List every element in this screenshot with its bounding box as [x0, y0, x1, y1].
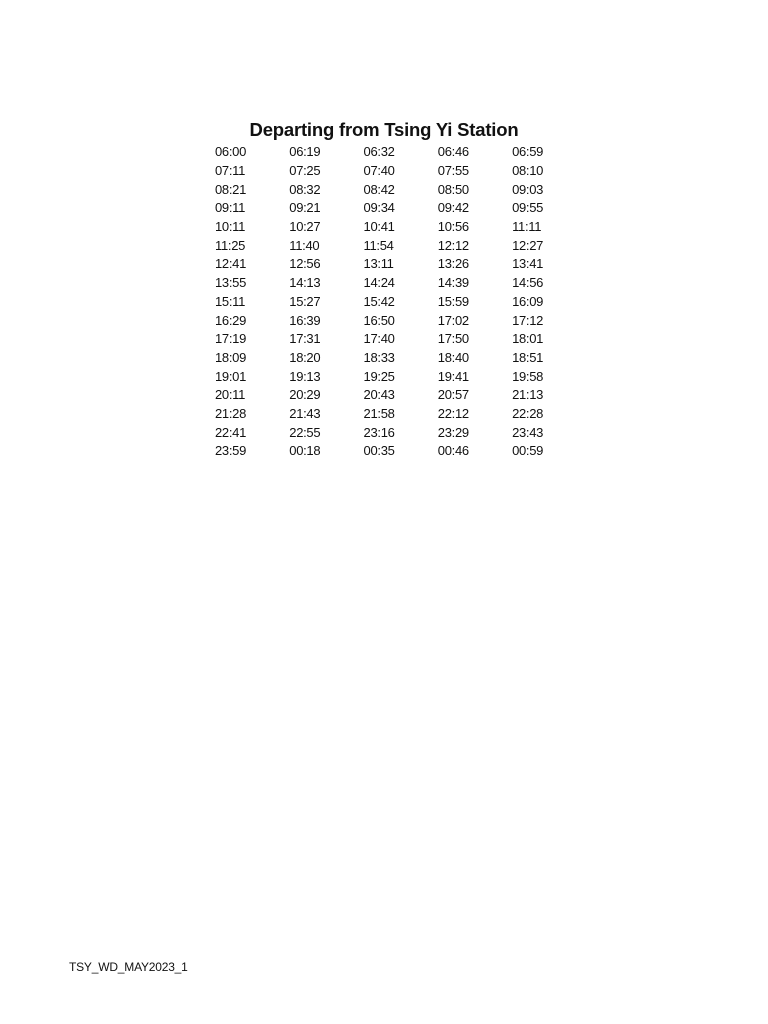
departure-time: 17:50 — [437, 331, 469, 347]
timetable-row — [211, 423, 556, 442]
departure-time: 16:29 — [215, 312, 247, 328]
departure-time: 13:55 — [215, 275, 247, 291]
departure-time: 08:42 — [363, 181, 395, 197]
timetable-row — [211, 236, 556, 255]
departure-time: 07:40 — [363, 163, 395, 179]
departure-time: 23:59 — [215, 443, 247, 459]
departure-time: 21:28 — [215, 405, 247, 421]
departure-time: 18:51 — [512, 349, 544, 365]
timetable-row — [211, 143, 556, 162]
departure-time: 15:59 — [437, 293, 469, 309]
departure-time: 13:26 — [437, 256, 469, 272]
departure-time: 08:21 — [215, 181, 247, 197]
departure-time: 07:55 — [437, 163, 469, 179]
timetable-row — [211, 162, 556, 181]
timetable-row — [211, 218, 556, 237]
departure-time: 11:11 — [512, 219, 542, 235]
timetable-row — [211, 311, 556, 330]
departure-time: 00:18 — [289, 443, 321, 459]
departure-time: 17:40 — [363, 331, 395, 347]
departure-time: 14:13 — [289, 275, 321, 291]
timetable-row — [211, 199, 556, 218]
departure-time: 23:16 — [363, 424, 395, 440]
timetable-row — [211, 274, 556, 293]
departure-time: 20:29 — [289, 387, 321, 403]
departure-time: 16:50 — [363, 312, 395, 328]
departure-time: 18:33 — [363, 349, 395, 365]
departure-time: 06:46 — [437, 144, 469, 160]
timetable-row — [211, 293, 556, 312]
departure-time: 16:39 — [289, 312, 321, 328]
departure-time: 09:34 — [363, 200, 395, 216]
departure-time: 19:58 — [512, 368, 544, 384]
timetable-row — [211, 330, 556, 349]
departure-time: 13:11 — [363, 256, 394, 272]
document-code: TSY_WD_MAY2023_1 — [69, 960, 188, 974]
page-title: Departing from Tsing Yi Station — [249, 119, 519, 140]
departure-time: 06:00 — [215, 144, 247, 160]
departure-time: 15:42 — [363, 293, 395, 309]
departure-time: 20:43 — [363, 387, 395, 403]
departure-time: 18:20 — [289, 349, 321, 365]
timetable-row — [211, 180, 556, 199]
departure-time: 00:46 — [437, 443, 469, 459]
departure-time: 19:01 — [215, 368, 247, 384]
departure-time: 06:19 — [289, 144, 321, 160]
departure-time: 20:57 — [437, 387, 469, 403]
departure-time: 21:13 — [512, 387, 544, 403]
departure-time: 17:31 — [289, 331, 321, 347]
departure-time: 22:12 — [437, 405, 469, 421]
timetable-row — [211, 255, 556, 274]
departure-time: 21:58 — [363, 405, 395, 421]
departure-time: 12:12 — [437, 237, 469, 253]
departure-time: 08:32 — [289, 181, 321, 197]
departure-time: 13:41 — [512, 256, 544, 272]
departure-time: 08:10 — [512, 163, 544, 179]
departure-time: 00:35 — [363, 443, 395, 459]
departure-time: 17:12 — [512, 312, 544, 328]
departure-time: 14:56 — [512, 275, 544, 291]
departure-time: 22:28 — [512, 405, 544, 421]
departure-time: 19:41 — [437, 368, 469, 384]
departure-time: 07:25 — [289, 163, 321, 179]
departure-time: 12:41 — [215, 256, 247, 272]
departure-time: 18:09 — [215, 349, 247, 365]
departure-time: 06:32 — [363, 144, 395, 160]
departure-time: 17:19 — [215, 331, 247, 347]
departure-timetable — [211, 143, 556, 461]
departure-time: 10:11 — [215, 219, 246, 235]
departure-time: 11:25 — [215, 237, 246, 253]
departure-time: 09:03 — [512, 181, 544, 197]
departure-time: 14:24 — [363, 275, 395, 291]
departure-time: 18:01 — [512, 331, 544, 347]
timetable-row — [211, 367, 556, 386]
departure-time: 23:43 — [512, 424, 544, 440]
departure-time: 12:27 — [512, 237, 544, 253]
departure-time: 07:11 — [215, 163, 246, 179]
departure-time: 15:11 — [215, 293, 246, 309]
timetable-row — [211, 349, 556, 368]
departure-time: 19:25 — [363, 368, 395, 384]
departure-time: 10:41 — [363, 219, 395, 235]
departure-time: 10:27 — [289, 219, 321, 235]
departure-time: 11:40 — [289, 237, 320, 253]
timetable-row — [211, 386, 556, 405]
departure-time: 19:13 — [289, 368, 321, 384]
departure-time: 22:41 — [215, 424, 247, 440]
departure-time: 15:27 — [289, 293, 321, 309]
departure-time: 09:11 — [215, 200, 246, 216]
departure-time: 10:56 — [437, 219, 469, 235]
departure-time: 09:55 — [512, 200, 544, 216]
departure-time: 14:39 — [437, 275, 469, 291]
departure-time: 22:55 — [289, 424, 321, 440]
departure-time: 18:40 — [437, 349, 469, 365]
departure-time: 17:02 — [437, 312, 469, 328]
departure-time: 21:43 — [289, 405, 321, 421]
timetable-row — [211, 405, 556, 424]
departure-time: 20:11 — [215, 387, 246, 403]
departure-time: 16:09 — [512, 293, 544, 309]
departure-time: 09:42 — [437, 200, 469, 216]
departure-time: 23:29 — [437, 424, 469, 440]
timetable-row — [211, 442, 556, 461]
departure-time: 12:56 — [289, 256, 321, 272]
departure-time: 11:54 — [363, 237, 394, 253]
departure-time: 09:21 — [289, 200, 321, 216]
departure-time: 08:50 — [437, 181, 469, 197]
departure-time: 00:59 — [512, 443, 544, 459]
departure-time: 06:59 — [512, 144, 544, 160]
